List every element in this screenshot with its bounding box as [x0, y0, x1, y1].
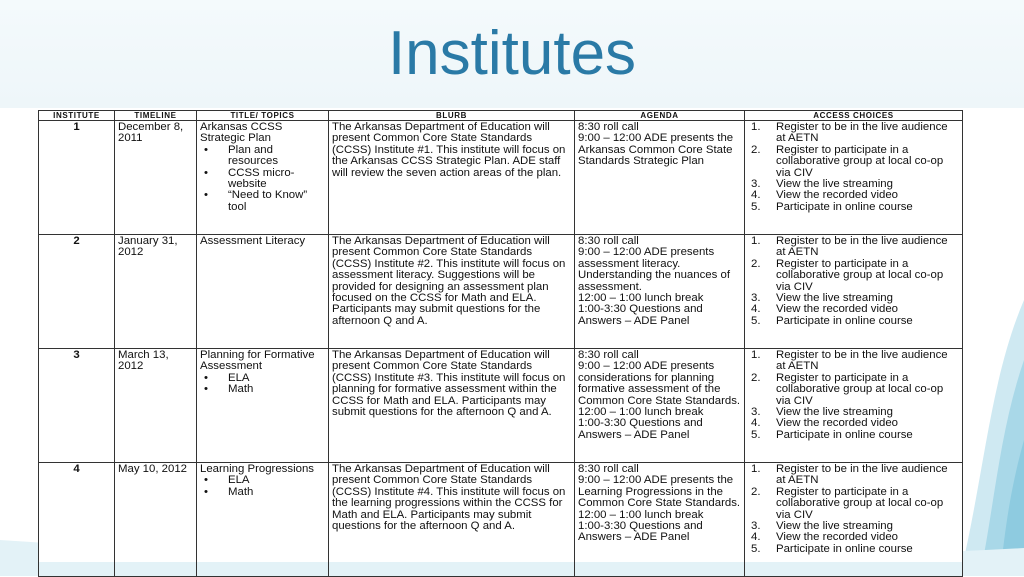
table-row: [39, 349, 963, 463]
access-item-number: 5.: [751, 428, 761, 441]
agenda-item: 8:30 roll call: [578, 349, 639, 361]
access-item-number: 5.: [751, 314, 761, 327]
access-item-number: 4.: [751, 531, 761, 544]
access-item-number: 1.: [751, 235, 761, 247]
title-topics-cell: [197, 121, 329, 235]
access-item-text: Register to be in the live audience at AETN: [776, 121, 948, 145]
access-item-text: View the recorded video: [776, 417, 898, 430]
access-item-number: 3.: [751, 406, 761, 419]
table-row: [39, 463, 963, 577]
column-header: BLURB: [329, 111, 575, 121]
topic-list: [200, 145, 325, 213]
access-item-text: Register to participate in a collaborative group at local co-op via CIV: [776, 371, 944, 407]
table-header-row: [39, 111, 963, 121]
institute-number: 1: [39, 121, 115, 235]
table-row: [39, 121, 963, 235]
access-list: [748, 350, 959, 441]
agenda-item: 9:00 – 12:00 ADE presents the Learning Progressions in the Common Core State Standards.: [578, 474, 741, 510]
access-choices-cell: [745, 349, 963, 463]
access-item-text: Register to participate in a collaborative group at local co-op via CIV: [776, 485, 944, 521]
access-item-number: 2.: [751, 143, 761, 156]
timeline-cell: January 31, 2012: [115, 235, 197, 349]
institute-title: Learning Progressions: [200, 463, 314, 475]
column-header: ACCESS CHOICES: [745, 111, 963, 121]
institute-number: 3: [39, 349, 115, 463]
column-header: TITLE/ TOPICS: [197, 111, 329, 121]
access-item-number: 3.: [751, 178, 761, 191]
institutes-table: [38, 110, 963, 577]
access-item: [751, 428, 959, 441]
institute-title: Planning for Formative Assessment: [200, 349, 315, 373]
access-item: [751, 143, 959, 179]
column-header: AGENDA: [575, 111, 745, 121]
topic-item: • Math: [228, 487, 325, 498]
topic-list: [200, 373, 325, 396]
access-choices-cell: [745, 235, 963, 349]
topic-item: • CCSS micro-website: [228, 168, 325, 191]
agenda-item: 9:00 – 12:00 ADE presents assessment literacy. Understanding the nuances of assessment.: [578, 246, 730, 293]
institute-title: Assessment Literacy: [200, 235, 306, 247]
agenda-cell: [575, 121, 745, 235]
agenda-item: 12:00 – 1:00 lunch break: [578, 292, 704, 305]
agenda-item: 1:00-3:30 Questions and Answers – ADE Panel: [578, 417, 703, 441]
agenda-item: 1:00-3:30 Questions and Answers – ADE Panel: [578, 303, 703, 327]
access-item-text: Register to be in the live audience at AETN: [776, 235, 948, 259]
institute-number: 4: [39, 463, 115, 577]
page-title: Institutes: [387, 19, 637, 88]
column-header: INSTITUTE: [39, 111, 115, 121]
agenda-item: 8:30 roll call: [578, 121, 639, 133]
access-item-text: View the recorded video: [776, 531, 898, 544]
access-item: [751, 314, 959, 327]
access-item-text: View the live streaming: [776, 520, 893, 533]
access-item-number: 1.: [751, 121, 761, 133]
column-header: TIMELINE: [115, 111, 197, 121]
title-topics-cell: [197, 349, 329, 463]
access-item-text: Participate in online course: [776, 428, 913, 441]
title-topics-cell: [197, 235, 329, 349]
access-choices-cell: [745, 463, 963, 577]
agenda-item: 9:00 – 12:00 ADE presents the Arkansas Common Core State Standards Strategic Plan: [578, 132, 734, 168]
access-item-text: Participate in online course: [776, 542, 913, 555]
access-item-text: Register to be in the live audience at AETN: [776, 349, 948, 373]
access-item-number: 1.: [751, 349, 761, 361]
topic-item: • Plan and resources: [228, 145, 325, 168]
institute-number: 2: [39, 235, 115, 349]
access-item-number: 4.: [751, 417, 761, 430]
agenda-item: 1:00-3:30 Questions and Answers – ADE Panel: [578, 520, 703, 544]
agenda-item: 9:00 – 12:00 ADE presents considerations for planning formative assessment of the Common Core State Standards.: [578, 360, 741, 407]
access-item: [751, 200, 959, 213]
topic-item: • ELA: [228, 475, 325, 486]
access-item-text: Register to participate in a collaborative group at local co-op via CIV: [776, 257, 944, 293]
title-topics-cell: [197, 463, 329, 577]
access-item-text: View the live streaming: [776, 292, 893, 305]
agenda-item: 8:30 roll call: [578, 235, 639, 247]
blurb-cell: The Arkansas Department of Education will present Common Core State Standards (CCSS) Institute #4. This institute will focus on the learning progressions within the CCSS for Math and ELA. Participants may submit questions for the afternoon Q and A.: [329, 463, 575, 577]
access-item-number: 2.: [751, 371, 761, 384]
access-item: [751, 463, 959, 487]
access-item-text: View the live streaming: [776, 406, 893, 419]
access-item-text: View the recorded video: [776, 303, 898, 316]
access-item-text: View the live streaming: [776, 178, 893, 191]
agenda-item: 12:00 – 1:00 lunch break: [578, 406, 704, 419]
access-item: [751, 485, 959, 521]
blurb-cell: The Arkansas Department of Education will present Common Core State Standards (CCSS) Institute #2. This institute will focus on assessment literacy. Suggestions will be provided for designing an assessment plan focused on the CCSS for Math and ELA. Participants may submit questions for the afternoon Q and A.: [329, 235, 575, 349]
topic-item: • ELA: [228, 373, 325, 384]
access-item-number: 4.: [751, 303, 761, 316]
access-item: [751, 542, 959, 555]
blurb-cell: The Arkansas Department of Education will present Common Core State Standards (CCSS) Institute #3. This institute will focus on planning for formative assessment within the CCSS for Math and ELA. Participants may submit questions for the afternoon Q and A.: [329, 349, 575, 463]
timeline-cell: May 10, 2012: [115, 463, 197, 577]
access-list: [748, 464, 959, 555]
access-item-text: Register to participate in a collaborative group at local co-op via CIV: [776, 143, 944, 179]
access-item-text: Participate in online course: [776, 314, 913, 327]
access-item-text: View the recorded video: [776, 189, 898, 202]
access-item-number: 5.: [751, 542, 761, 555]
access-item-number: 4.: [751, 189, 761, 202]
access-item-number: 2.: [751, 485, 761, 498]
agenda-item: 12:00 – 1:00 lunch break: [578, 508, 704, 521]
timeline-cell: December 8, 2011: [115, 121, 197, 235]
access-item-number: 5.: [751, 200, 761, 213]
access-choices-cell: [745, 121, 963, 235]
access-item: [751, 349, 959, 373]
topic-item: • “Need to Know” tool: [228, 190, 325, 213]
access-list: [748, 122, 959, 213]
access-item-text: Register to be in the live audience at AETN: [776, 463, 948, 487]
agenda-cell: [575, 235, 745, 349]
access-list: [748, 236, 959, 327]
access-item-number: 2.: [751, 257, 761, 270]
agenda-item: 8:30 roll call: [578, 463, 639, 475]
access-item: [751, 371, 959, 407]
agenda-cell: [575, 349, 745, 463]
access-item-number: 3.: [751, 520, 761, 533]
access-item: [751, 121, 959, 145]
topic-list: [200, 475, 325, 498]
access-item-number: 3.: [751, 292, 761, 305]
agenda-cell: [575, 463, 745, 577]
access-item-text: Participate in online course: [776, 200, 913, 213]
topic-item: • Math: [228, 384, 325, 395]
access-item-number: 1.: [751, 463, 761, 475]
access-item: [751, 257, 959, 293]
schedule-document: [38, 110, 962, 562]
access-item: [751, 235, 959, 259]
timeline-cell: March 13, 2012: [115, 349, 197, 463]
institute-title: Arkansas CCSS Strategic Plan: [200, 121, 283, 145]
blurb-cell: The Arkansas Department of Education will present Common Core State Standards (CCSS) Institute #1. This institute will focus on the Arkansas CCSS Strategic Plan. ADE staff will review the seven action areas of the plan.: [329, 121, 575, 235]
table-row: [39, 235, 963, 349]
